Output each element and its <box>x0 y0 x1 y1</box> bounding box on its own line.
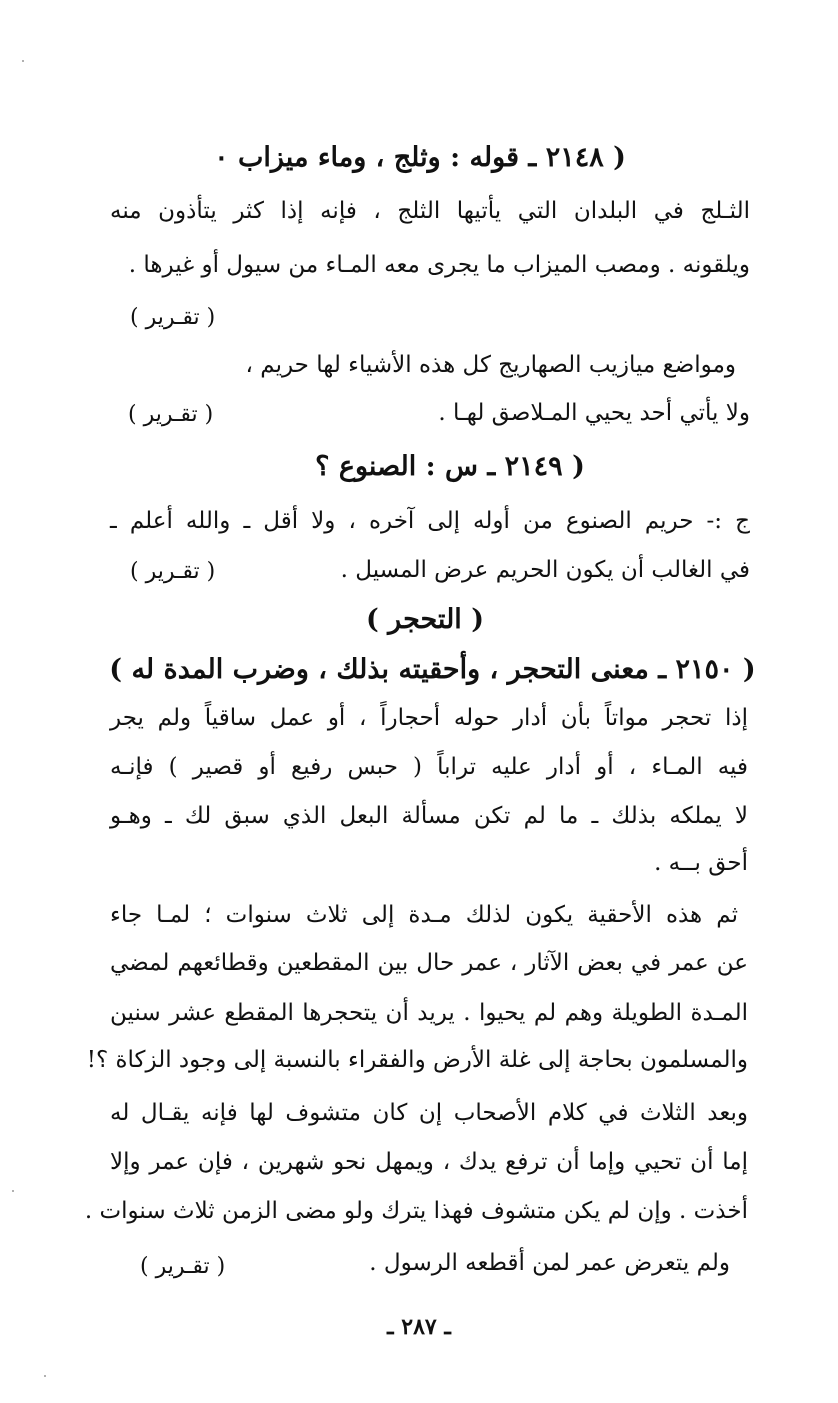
paragraph-line: ثم هذه الأحقية يكون لذلك مـدة إلى ثلاث سنوات ؛ لمـا جاء <box>110 902 738 928</box>
paragraph-line: الثـلج في البلدان التي يأتيها الثلج ، فإنه إذا كثر يتأذون منه <box>110 198 750 224</box>
paragraph-line: ج :- حريم الصنوع من أوله إلى آخره ، ولا أقل ـ والله أعلم ـ <box>110 508 750 534</box>
paragraph-line: لا يملكه بذلك ـ ما لم تكن مسألة البعل الذي سبق لك ـ وهـو <box>110 803 748 829</box>
paragraph-line: أحق بــه . <box>654 850 748 876</box>
paragraph-line: المـدة الطويلة وهم لم يحيوا . يريد أن يتحجرها المقطع عشر سنين <box>110 1000 748 1026</box>
heading-2150: ( ٢١٥٠ ـ معنى التحجر ، وأحقيته بذلك ، وضرب المدة له ) <box>109 654 756 685</box>
paragraph-line: وبعد الثلاث في كلام الأصحاب إن كان متشوف لها فإنه يقـال له <box>110 1100 748 1126</box>
scan-speck <box>22 60 24 62</box>
scan-speck <box>44 1375 46 1377</box>
heading-tahajjur: ( التحجر ) <box>366 604 484 635</box>
scan-speck <box>12 1190 14 1192</box>
paragraph-line: والمسلمون بحاجة إلى غلة الأرض والفقراء بالنسبة إلى وجود الزكاة ؟! <box>86 1047 748 1073</box>
heading-2148: ( ٢١٤٨ ـ قوله : وثلج ، وماء ميزاب ٠ <box>214 142 626 173</box>
paragraph-line: عن عمر في بعض الآثار ، عمر حال بين المقطعين وقطائعهم لمضي <box>110 950 748 976</box>
paragraph-line: ولا يأتي أحد يحيي المـلاصق لهـا . <box>438 400 750 426</box>
source-note: ( تقـرير ) <box>130 305 216 330</box>
heading-2149: ( ٢١٤٩ ـ س : الصنوع ؟ <box>315 451 585 482</box>
source-note: ( تقـرير ) <box>130 559 216 584</box>
paragraph-line: ومواضع ميازيب الصهاريج كل هذه الأشياء لها حريم ، <box>245 352 736 378</box>
paragraph-line: أخذت . وإن لم يكن متشوف فهذا يترك ولو مضى الزمن ثلاث سنوات . <box>84 1198 748 1224</box>
paragraph-line: إما أن تحيي وإما أن ترفع يدك ، ويمهل نحو شهرين ، فإن عمر وإلا <box>110 1149 748 1175</box>
paragraph-line: إذا تحجر مواتاً بأن أدار حوله أحجاراً ، أو عمل ساقياً ولم يجر <box>110 705 748 731</box>
paragraph-line: ويلقونه . ومصب الميزاب ما يجرى معه المـاء من سيول أو غيرها . <box>128 252 750 278</box>
paragraph-line: ولم يتعرض عمر لمن أقطعه الرسول . <box>369 1250 730 1276</box>
source-note: ( تقـرير ) <box>140 1254 226 1279</box>
page-number: ـ ٢٨٧ ـ <box>387 1314 451 1340</box>
paragraph-line: في الغالب أن يكون الحريم عرض المسيل . <box>340 557 750 583</box>
paragraph-line: فيه المـاء ، أو أدار عليه تراباً ( حبس رفيع أو قصير ) فإنـه <box>110 754 748 780</box>
source-note: ( تقـرير ) <box>128 402 214 427</box>
